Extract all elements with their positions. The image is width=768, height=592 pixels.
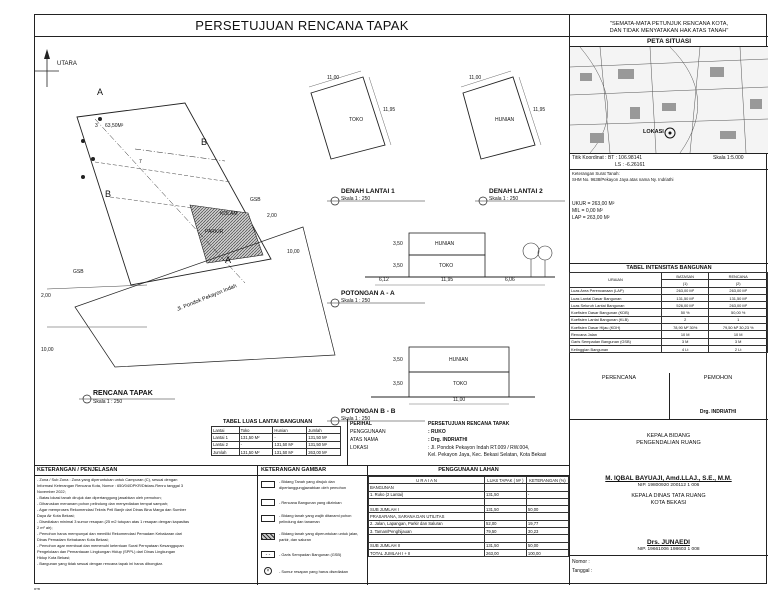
denah2-dim-top: 11,00 [469, 75, 482, 81]
section-b-upper: HUNIAN [449, 357, 469, 363]
street-label: Jl. Pondok Pekayon Indah [176, 283, 238, 313]
disclaimer-line-1: "SEMATA-MATA PETUNJUK RENCANA KOTA, [609, 21, 728, 27]
section-b-h2: 3,50 [393, 381, 403, 387]
location-label: LOKASI [643, 129, 664, 135]
table-row: Koefisien Dasar Bangunan (KDB) 50 % 50,00 % [570, 309, 768, 316]
floor-area-table [211, 426, 341, 456]
footer-tag: RTB [34, 587, 40, 591]
section-a-b1: 6,12 [379, 277, 389, 283]
map-scale: Skala 1:5.000 [713, 155, 744, 161]
table-row: SUB JUMLAH II 131,50 50,00 [369, 542, 569, 549]
legend-title: KETERANGAN GAMBAR [261, 467, 327, 473]
section-a-upper: HUNIAN [435, 241, 455, 247]
planner-label: PERENCANA [601, 375, 637, 381]
table-row: PRASARANA, SARANA DAN UTILITAS [369, 513, 569, 520]
denah1-dim-top: 11,00 [327, 75, 340, 81]
denah1-room-label: TOKO [349, 117, 364, 123]
head-of-dept-title-2: KOTA BEKASI [650, 500, 687, 506]
section-a-lower: TOKO [439, 263, 454, 269]
head-of-dept-nip: NIP. 19661006 198603 1 008 [637, 547, 700, 552]
circle-7-label: 7 [139, 159, 142, 165]
denah1-dim-side: 11,95 [383, 107, 396, 113]
legend-swatch-gsb: - - [261, 551, 275, 558]
table-row: 2. Jalan, Lapangan, Parkir dan Saluran 52,00 19,77 [369, 520, 569, 527]
legend-swatch-land [261, 481, 275, 488]
table-row: Koefisien Dasar Hijau (KDH) 78,90 M² 30% 79,50 M² 30,23 % [570, 324, 768, 331]
dim-3: 2,00 [41, 293, 51, 299]
floor-area-table-title: TABEL LUAS LANTAI BANGUNAN [223, 419, 313, 425]
denah2-dim-side: 11,95 [533, 107, 546, 113]
page-title: PERSETUJUAN RENCANA TAPAK [35, 15, 569, 37]
table-row: Lantai 1 131,50 M² - 131,50 M² [212, 434, 341, 441]
gsb-dim-1: GSB [250, 197, 261, 203]
head-of-division-title-2: PENGENDALIAN RUANG [636, 440, 701, 446]
site-plan-scale: Skala 1 : 250 [93, 399, 123, 405]
head-of-dept-title-1: KEPALA DINAS TATA RUANG [631, 493, 706, 499]
denah2-caption: DENAH LANTAI 2 [489, 188, 543, 195]
floor-plan-1 [309, 71, 425, 205]
situation-map [570, 47, 768, 153]
head-of-division-title-1: KEPALA BIDANG [646, 433, 691, 439]
applicant-name: Drg. INDRIATHI [699, 409, 737, 415]
notes-title: KETERANGAN / PENJELASAN [37, 467, 118, 473]
section-mark-a-top: A [97, 87, 104, 97]
coordinate-ls: LS : -6.26161 [615, 162, 646, 168]
table-row: Rencana Jalan 10 M 10 M [570, 331, 768, 338]
table-row: U R A I A N LUAS TAPAK ( M² ) KETERANGAN (%) [369, 477, 569, 484]
table-row: Jumlah 131,50 M² 131,50 M² 263,00 M² [212, 448, 341, 455]
site-map-title: PETA SITUASI [646, 38, 692, 45]
table-row: Ketinggian Bangunan 4 Lt 2 Lt [570, 345, 768, 352]
legend-swatch-building [261, 499, 275, 506]
section-b-caption: POTONGAN B - B [341, 408, 396, 415]
document-date: Tanggal : [572, 568, 593, 574]
table-row: Luas Area Perencanaan (LAP) 263,00 M² 263,00 M² [570, 287, 768, 294]
table-row: SUB JUMLAH I 131,50 50,00 [369, 506, 569, 513]
circle-3-label: 3 [95, 123, 98, 129]
table-row: Garis Sempadan Bangunan (GSB) 3 M 3 M [570, 338, 768, 345]
table-row: Lantai Toko Hunian Jumlah [212, 427, 341, 434]
head-of-dept-name: Drs. JUNAEDI [647, 539, 690, 546]
document-number: Nomor : [572, 559, 590, 565]
section-b-b1: 11,00 [453, 397, 466, 403]
section-b-h1: 3,50 [393, 357, 403, 363]
disclaimer-line-2: DAN TIDAK MENYATAKAN HAK ATAS TANAH" [609, 28, 729, 34]
section-mark-b-right: B [201, 137, 208, 147]
lap-value: LAP = 263,00 M² [572, 215, 610, 221]
land-use-table [368, 476, 569, 557]
applicant-label: PEMOHON [703, 375, 733, 381]
denah1-caption: DENAH LANTAI 1 [341, 188, 395, 195]
hatch-label-2: PARKIR [205, 229, 224, 235]
ukur-value: UKUR = 263,00 M² [572, 201, 615, 207]
section-a-caption: POTONGAN A - A [341, 290, 395, 297]
dim-2: 10,00 [287, 249, 300, 255]
table-row: Luas Lantai Dasar Bangunan 131,50 M² 131,50 M² [570, 294, 768, 301]
land-cert-number: SHM No. 9638/Pekayon Jaya atas nama Ny. Indriathi [572, 177, 674, 182]
legend-swatch-paving [261, 533, 275, 540]
table-row: (1) (2) [570, 280, 768, 287]
perihal-box: PERIHAL PERSETUJUAN RENCANA TAPAK PENGGUNAAN : RUKO ATAS NAMA : Drg. INDRIATHI LOKASI : Jl. Pondok Pekayon Indah RT.009 / RW.004, Kel. Pekayon Jaya, Kec. Bekasi Selatan, Kota Bekasi [347, 419, 569, 465]
table-row [369, 535, 569, 542]
legend-swatch-green [261, 515, 275, 522]
floor-plan-2 [461, 71, 565, 205]
section-a-b2: 11,95 [441, 277, 454, 283]
section-b-scale: Skala 1 : 250 [341, 416, 371, 422]
table-row: Lantai 2 - 131,50 M² 131,50 M² [212, 441, 341, 448]
north-label: UTARA [57, 61, 77, 67]
dim-4: 10,00 [41, 347, 54, 353]
mil-value: MIL = 0,00 M² [572, 208, 603, 214]
section-a-h1: 3,50 [393, 241, 403, 247]
table-row: Koefisien Lantai Bangunan (KLB) 2 1 [570, 316, 768, 323]
head-of-division-name: M. IQBAL BAYUAJI, Amd.LLAJ., S.E., M.M. [605, 475, 732, 482]
table-row: 1. Ruko (2 Lantai) 131,50 - [369, 491, 569, 498]
section-b-lower: TOKO [453, 381, 468, 387]
section-mark-b-left: B [105, 189, 112, 199]
table-row: BANGUNAN [369, 484, 569, 491]
dim-1: 2,00 [267, 213, 277, 219]
land-use-title: PENGGUNAAN LAHAN [438, 467, 499, 473]
section-a-b3: 6,06 [505, 277, 515, 283]
intensity-table-title: TABEL INTENSITAS BANGUNAN [626, 265, 712, 271]
coordinate-bt: Titik Koordinat : BT : 106.98141 [572, 155, 643, 161]
land-cert-label: Keterangan Surat Tanah: [572, 171, 620, 176]
tree-note: 63,50M² [105, 123, 124, 129]
head-of-division-nip: NIP. 19800920 200112 1 006 [637, 483, 700, 488]
intensity-table [569, 272, 768, 353]
table-row: 3. Taman/Penghijauan 79,50 30,23 [369, 528, 569, 535]
section-a-h2: 3,50 [393, 263, 403, 269]
table-row [369, 498, 569, 505]
bottom-section-divider [35, 465, 569, 466]
north-arrow-icon [35, 49, 59, 87]
gsb-dim-2: GSB [73, 269, 84, 275]
site-plan-caption: RENCANA TAPAK [93, 390, 153, 397]
table-row: Luas Seluruh Lantai Bangunan 526,00 M² 263,00 M² [570, 302, 768, 309]
drawing-sheet: PERSETUJUAN RENCANA TAPAK UTARA A B B A 3 63,50M² 7 KOLAM PARKIR GSB GSB 2,00 10,00 2,00 10,00 Jl. Pondok Pekayon Indah RENCANA TAPAK Skala 1 : 250 TOKO 11,00 11,95 DENAH LANTAI 1 Skala 1 : 250 HUNIAN 11,00 11,95 DENAH LANTAI 2 Skala 1 : 250 HUNIAN TOKO 3,50 3,50 6,12 11,95 6,06 POTONGAN A - A Skala 1 : 250 HUNIAN TOKO 3,50 3,50 11,00 POTONGAN B - B Skala 1 : 250 TABEL LUAS LANTAI BANGUNAN Lantai Toko Hunian Jumlah Lantai 1 131,50 M² - 131,50 M² Lantai 2 - 131,50 M² 131,50 M² Jumlah 131,50 M² 131,50 M² 263,00 M² PERIHAL PERSETUJUAN RENCANA TAPAK PENGGUNAAN : RUKO ATAS NAMA : Drg. INDRIATHI LOKASI : Jl. Pondok Pekayon Indah RT.009 / RW.004, Kel. Pekayon Jaya, Kec. Bekasi Selatan, Kota Bekasi KETERANGAN / PENJELASAN - Zona / Sub Zona : Zona yang diperuntukan untuk Campuran (C), sesuai dengan Informasi Keterangan Rencana Kota, Nomor : 650/04/DPKR/Distaru.Renru tanggal 3 November 2022; - Batas lokasi tanah dirujuk dan dipertanggung jawabkan oleh pemohon; - Diharuskan menanam pohon pelindung dan menyediakan tempat sampah; - Agar memproses Rekomendasi Teknis Peil Banjir dari Dinas Bina Marga dan Sumber Daya Air Kota Bekasi; - Disediakan minimal 3 sumur resapan (25 m2 tutupan atas 1 resapan dengan kapasitas 2 m² air); - Pemohon harus mempunyai dan memiliki Rekomendasi Pemadam Kebakaran dari Dinas Pemadam Kebakaran Kota Bekasi; - Pemohon agar membuat dan memenuhi ketentuan Surat Pernyataan Kesanggupan Pengelolaan dan Pemantauan Lingkungan Hidup (SPPL) dari Dinas Lingkungan Hidup Kota Bekasi; - Bangunan yang tidak sesuai dengan rencana tapak ini harus dibongkar. KETERANGAN GAMBAR - Bidang Tanah yang dirujuk dan dipertanggungjawabkan oleh pemohon - Rencana Bangunan yang diizinkan - Bidang tanah yang wajib ditanami pohon pelindung dan tanaman - Bidang tanah yang diperuntukan untuk jalan, parkir, dan saluran - - - Garis Sempadan Bangunan (GSB) × - Sumur resapan yang harus disediakan PENGGUNAAN LAHAN U R A I A N LUAS TAPAK ( M² ) KETERANGAN (%) BANGUNAN 1. Ruko (2 Lantai) 131,50 - SUB JUMLAH I 131,50 50,00 PRASARANA, SARANA DAN UTILITAS 2. Jalan, Lapangan, Parkir dan Saluran 52,00 19,77 3. Taman/Penghijauan 79,50 30,23 SUB JUMLAH II 131,50 50,00 TOTAL JUMLAH I + II 263,00 100,00 "SEMATA-MATA PETUNJUK RENCANA KOTA, DAN TIDAK MENYATAKAN HAK ATAS TANAH" PETA SITUASI LOKASI Titik Koordinat : BT : 106.98141 Skala 1:5.000 LS : -6.26161 Keterangan Surat Tanah: SHM No. 9638/Pekayon Jaya atas nama Ny. Indriathi UKUR = 263,00 M² MIL = 0,00 M² LAP = 263,00 M² TABEL INTENSITAS BANGUNAN URAIAN BATASAN RENCANA (1) (2) Luas Area Perencanaan (LAP) 263,00 M² 263,00 M² Luas Lantai Dasar Bangunan 131,50 M² 131,50 M² Luas Seluruh Lantai Bangunan 526,00 M² 263,00 M² Koefisien Dasar Bangunan (KDB) 50 % 50,00 % Koefisien Lantai Bangunan (KLB) 2 1 Koefisien Dasar Hijau (KDH) 78,90 M² 30% 79,50 M² 30,23 % Rencana Jalan 10 M 10 M Garis Sempadan Bangunan (GSB) 3 M 3 M Ketinggian Bangunan 4 Lt 2 Lt PERENCANA PEMOHON Drg. INDRIATHI KEPALA BIDANG PENGENDALIAN RUANG M. IQBAL BAYUAJI, Amd.LLAJ., S.E., M.M. NIP. 19800920 200112 1 006 KEPALA DINAS TATA RUANG KOTA BEKASI Drs. JUNAEDI NIP. 19661006 198603 1 008 Nomor : Tanggal : [34, 14, 767, 584]
legend-swatch-well: × [264, 567, 272, 575]
table-row: TOTAL JUMLAH I + II 263,00 100,00 [369, 549, 569, 556]
section-mark-a-bottom: A [225, 255, 232, 265]
section-a-scale: Skala 1 : 250 [341, 298, 371, 304]
denah2-room-label: HUNIAN [495, 117, 515, 123]
denah2-scale: Skala 1 : 250 [489, 196, 519, 202]
hatch-label-1: KOLAM [220, 211, 238, 217]
denah1-scale: Skala 1 : 250 [341, 196, 371, 202]
table-row: URAIAN BATASAN RENCANA [570, 273, 768, 280]
road [47, 227, 335, 367]
